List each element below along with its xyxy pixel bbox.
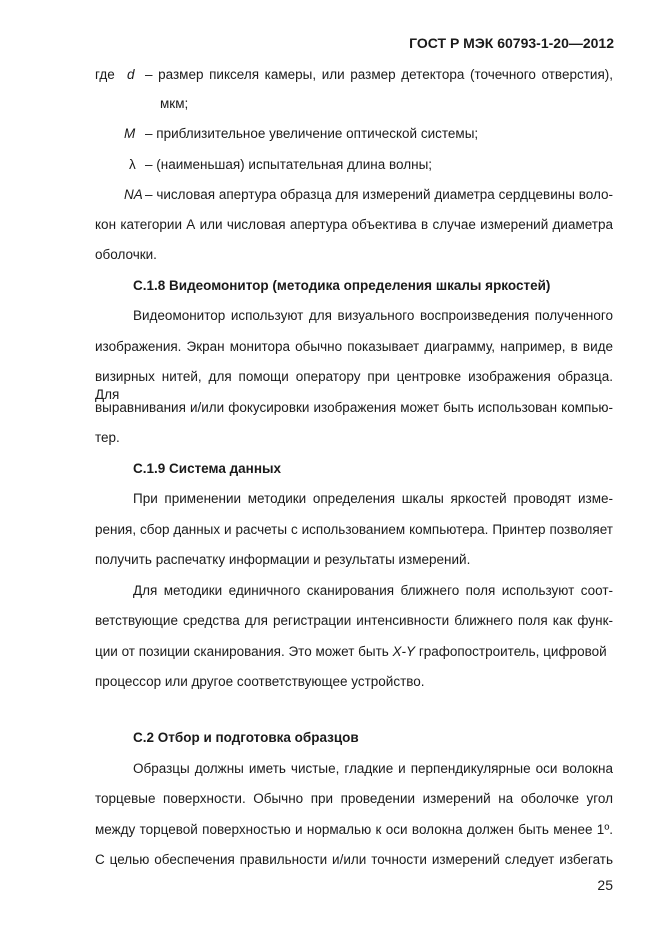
definition-lambda-text: – (наименьшая) испытательная длина волны; [145, 157, 433, 172]
paragraph-line: С целью обеспечения правильности и/или точности измерений следует избегать [95, 852, 613, 867]
definition-d-prefix: где [95, 67, 115, 82]
section-heading-c19: С.1.9 Система данных [133, 461, 282, 476]
paragraph-line: визирных нитей, для помощи оператору при центровке изображения образца. Для [95, 369, 613, 402]
paragraph-line: получить распечатку информации и результаты измерений. [95, 552, 471, 567]
section-heading-c18: С.1.8 Видеомонитор (методика определения шкалы яркостей) [133, 278, 551, 293]
paragraph-line: Образцы должны иметь чистые, гладкие и перпендикулярные оси волокна [133, 761, 613, 776]
paragraph-line: изображения. Экран монитора обычно показывает диаграмму, например, в виде [95, 339, 613, 354]
paragraph-line: Видеомонитор используют для визуального воспроизведения полученного [133, 308, 613, 323]
paragraph-line: между торцевой поверхностью и нормалью к оси волокна должен быть менее 1º. [95, 822, 613, 837]
paragraph-line: При применении методики определения шкалы яркостей проводят изме- [133, 491, 613, 506]
definition-d-text: – размер пикселя камеры, или размер детектора (точечного отверстия), [145, 67, 613, 82]
definition-na-line-1: – числовая апертура образца для измерений диаметра сердцевины воло- [145, 187, 613, 202]
definition-na-line-2: кон категории А или числовая апертура объектива в случае измерений диаметра [95, 217, 613, 232]
definition-na-line-3: оболочки. [95, 247, 157, 262]
paragraph-line: процессор или другое соответствующее устройство. [95, 674, 425, 689]
paragraph-line: ции от позиции сканирования. Это может быть X-Y графопостроитель, цифровой [95, 644, 607, 659]
section-heading-c2: С.2 Отбор и подготовка образцов [133, 730, 359, 745]
definition-m-text: – приблизительное увеличение оптической системы; [145, 126, 479, 141]
paragraph-line: рения, сбор данных и расчеты с использованием компьютера. Принтер позволяет [95, 522, 613, 537]
definition-m-symbol: M [124, 126, 136, 141]
definition-d-cont: мкм; [160, 96, 189, 111]
document-header: ГОСТ Р МЭК 60793-1-20—2012 [409, 35, 614, 51]
paragraph-line: ветствующие средства для регистрации интенсивности ближнего поля как функ- [95, 613, 613, 628]
paragraph-line: тер. [95, 430, 120, 445]
paragraph-line: выравнивания и/или фокусировки изображения может быть использован компью- [95, 400, 613, 415]
definition-lambda-symbol: λ [129, 157, 136, 172]
definition-d-symbol: d [127, 67, 135, 82]
paragraph-line: торцевые поверхности. Обычно при проведении измерений на оболочке угол [95, 791, 613, 806]
page-number: 25 [597, 877, 613, 893]
definition-na-symbol: NA [124, 187, 143, 202]
paragraph-line: Для методики единичного сканирования ближнего поля используют соот- [133, 583, 613, 598]
